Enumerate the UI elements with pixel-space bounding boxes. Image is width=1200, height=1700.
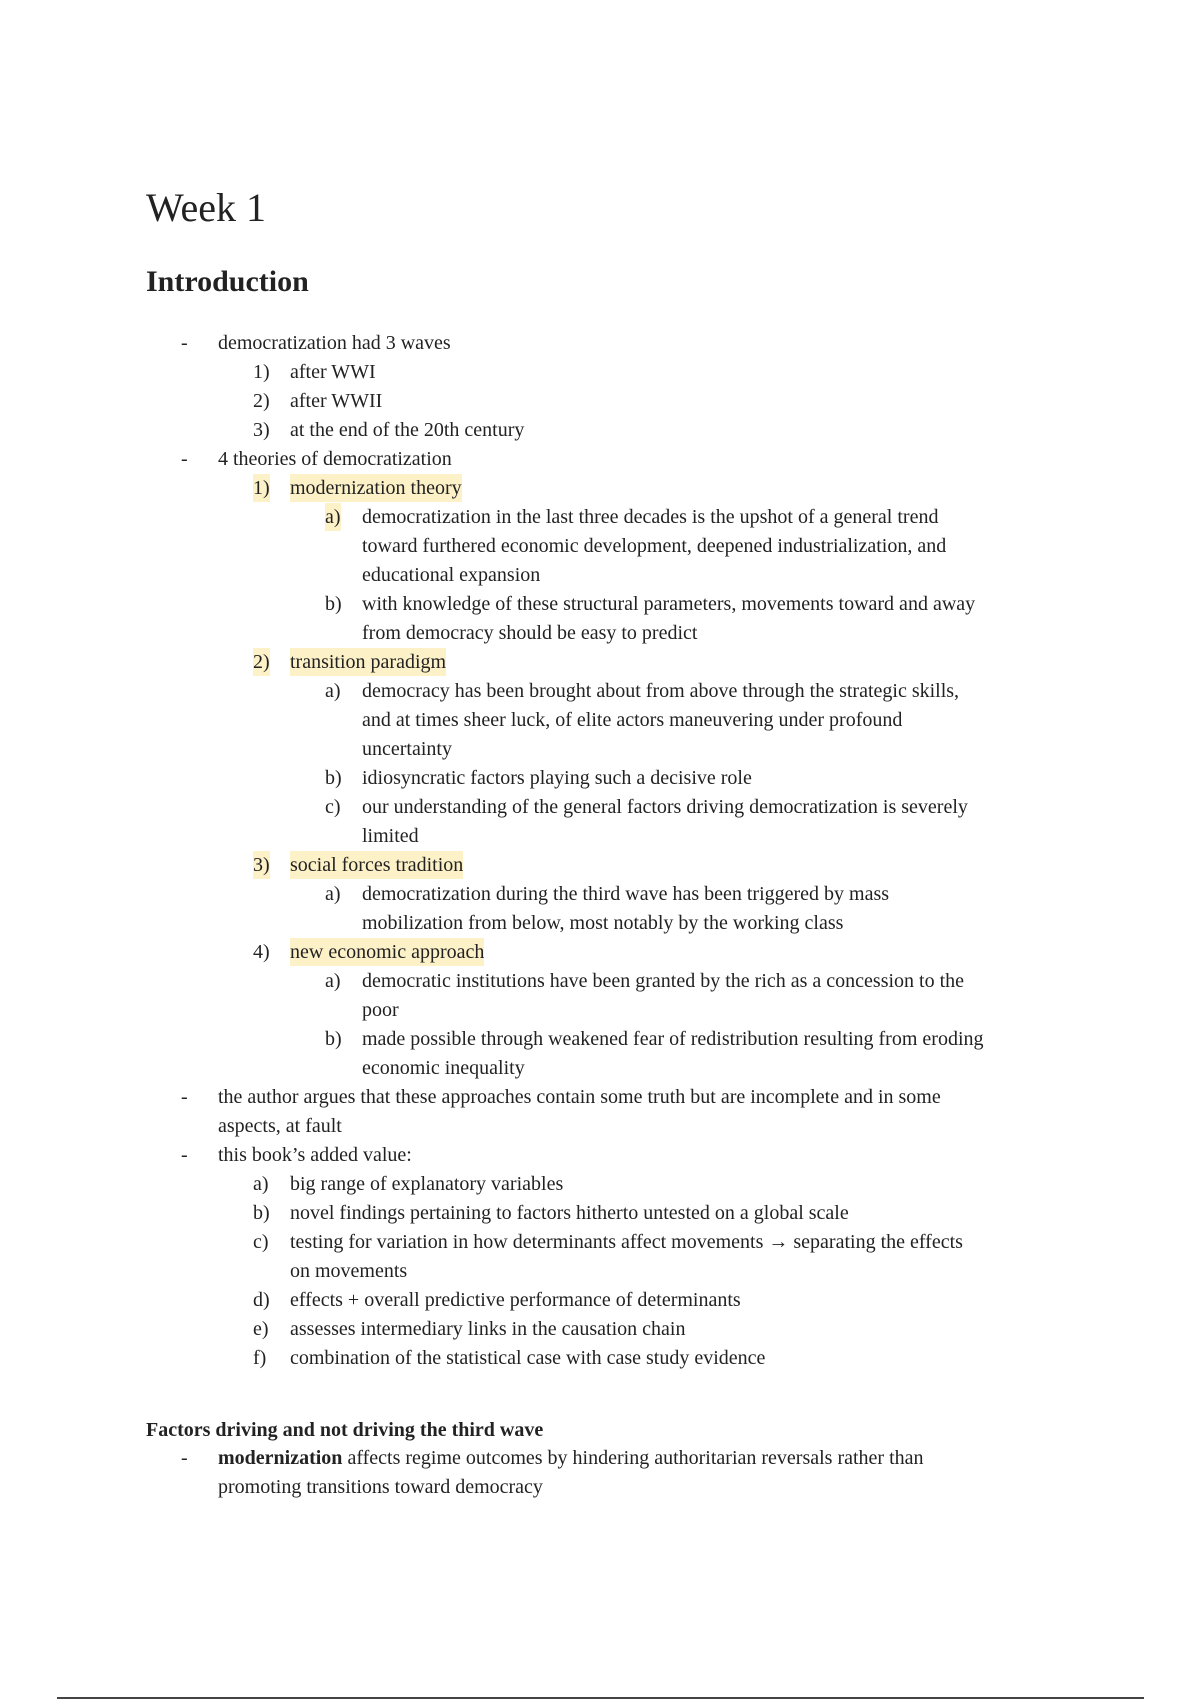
list-item: novel findings pertaining to factors hitherto untested on a global scale [290, 1202, 849, 1224]
section-heading: Introduction [146, 265, 309, 298]
list-item: after WWI [290, 361, 376, 383]
list-item: effects + overall predictive performance of determinants [290, 1289, 741, 1311]
sub-item-line: idiosyncratic factors playing such a decisive role [362, 767, 752, 789]
list-marker: d) [253, 1289, 270, 1311]
bullet-marker: - [181, 1144, 188, 1166]
bullet-marker: - [181, 332, 188, 354]
theory-marker: 1) [253, 474, 270, 502]
sub-marker: a) [325, 883, 341, 905]
bullet-text: 4 theories of democratization [218, 448, 452, 470]
list-marker: a) [253, 1173, 269, 1195]
list-item: testing for variation in how determinants affect movements → separating the effects [290, 1231, 963, 1253]
sub-item-line: democratization in the last three decades is the upshot of a general trend [362, 506, 939, 528]
bullet-marker: - [181, 448, 188, 470]
sub-item-line: economic inequality [362, 1057, 525, 1079]
sub-item-line: toward furthered economic development, deepened industrialization, and [362, 535, 947, 557]
theory-name: modernization theory [290, 474, 462, 502]
theory-name: social forces tradition [290, 851, 463, 879]
sub-marker: a) [325, 970, 341, 992]
sub-item-line: with knowledge of these structural parameters, movements toward and away [362, 593, 976, 615]
bullet-marker: - [181, 1086, 188, 1108]
list-item: on movements [290, 1260, 408, 1282]
factors-line-rest: affects regime outcomes by hindering authoritarian reversals rather than [342, 1447, 924, 1469]
sub-marker: a) [325, 503, 341, 531]
theory-marker: 4) [253, 941, 270, 963]
sub-marker: c) [325, 796, 341, 818]
list-item: combination of the statistical case with case study evidence [290, 1347, 766, 1369]
list-item: big range of explanatory variables [290, 1173, 564, 1195]
subsection-heading: Factors driving and not driving the third wave [146, 1419, 544, 1441]
list-marker: 3) [253, 419, 270, 441]
sub-item-line: from democracy should be easy to predict [362, 622, 698, 644]
factors-line [218, 1444, 924, 1472]
sub-item-line: democracy has been brought about from above through the strategic skills, [362, 680, 960, 702]
sub-item-line: uncertainty [362, 738, 452, 760]
bullet-text: this book’s added value: [218, 1144, 412, 1166]
sub-item-line: democratic institutions have been granted by the rich as a concession to the [362, 970, 965, 992]
list-marker: 2) [253, 390, 270, 412]
factors-line-2: promoting transitions toward democracy [218, 1476, 543, 1498]
sub-marker: a) [325, 680, 341, 702]
bullet-marker: - [181, 1447, 188, 1469]
sub-item-line: our understanding of the general factors driving democratization is severely [362, 796, 968, 818]
list-marker: c) [253, 1231, 269, 1253]
list-marker: e) [253, 1318, 269, 1340]
sub-item-line: poor [362, 999, 399, 1021]
sub-item-line: made possible through weakened fear of redistribution resulting from eroding [362, 1028, 984, 1050]
theory-name: transition paradigm [290, 648, 446, 676]
sub-marker: b) [325, 1028, 342, 1050]
bullet-text: the author argues that these approaches contain some truth but are incomplete and in some [218, 1086, 941, 1108]
theory-marker: 3) [253, 851, 270, 879]
sub-item-line: educational expansion [362, 564, 541, 586]
list-marker: b) [253, 1202, 270, 1224]
bullet-text: democratization had 3 waves [218, 332, 451, 354]
sub-item-line: limited [362, 825, 419, 847]
sub-marker: b) [325, 593, 342, 615]
bullet-text: aspects, at fault [218, 1115, 342, 1137]
list-item: at the end of the 20th century [290, 419, 525, 441]
list-marker: 1) [253, 361, 270, 383]
bold-term: modernization [218, 1447, 343, 1469]
sub-marker: b) [325, 767, 342, 789]
list-marker: f) [253, 1347, 267, 1369]
theory-name: new economic approach [290, 938, 484, 966]
sub-item-line: mobilization from below, most notably by the working class [362, 912, 844, 934]
page-title: Week 1 [146, 185, 267, 230]
sub-item-line: democratization during the third wave has been triggered by mass [362, 883, 890, 905]
list-item: after WWII [290, 390, 383, 412]
sub-item-line: and at times sheer luck, of elite actors maneuvering under profound [362, 709, 903, 731]
theory-marker: 2) [253, 648, 270, 676]
page-divider [57, 1697, 1144, 1699]
list-item: assesses intermediary links in the causation chain [290, 1318, 686, 1340]
